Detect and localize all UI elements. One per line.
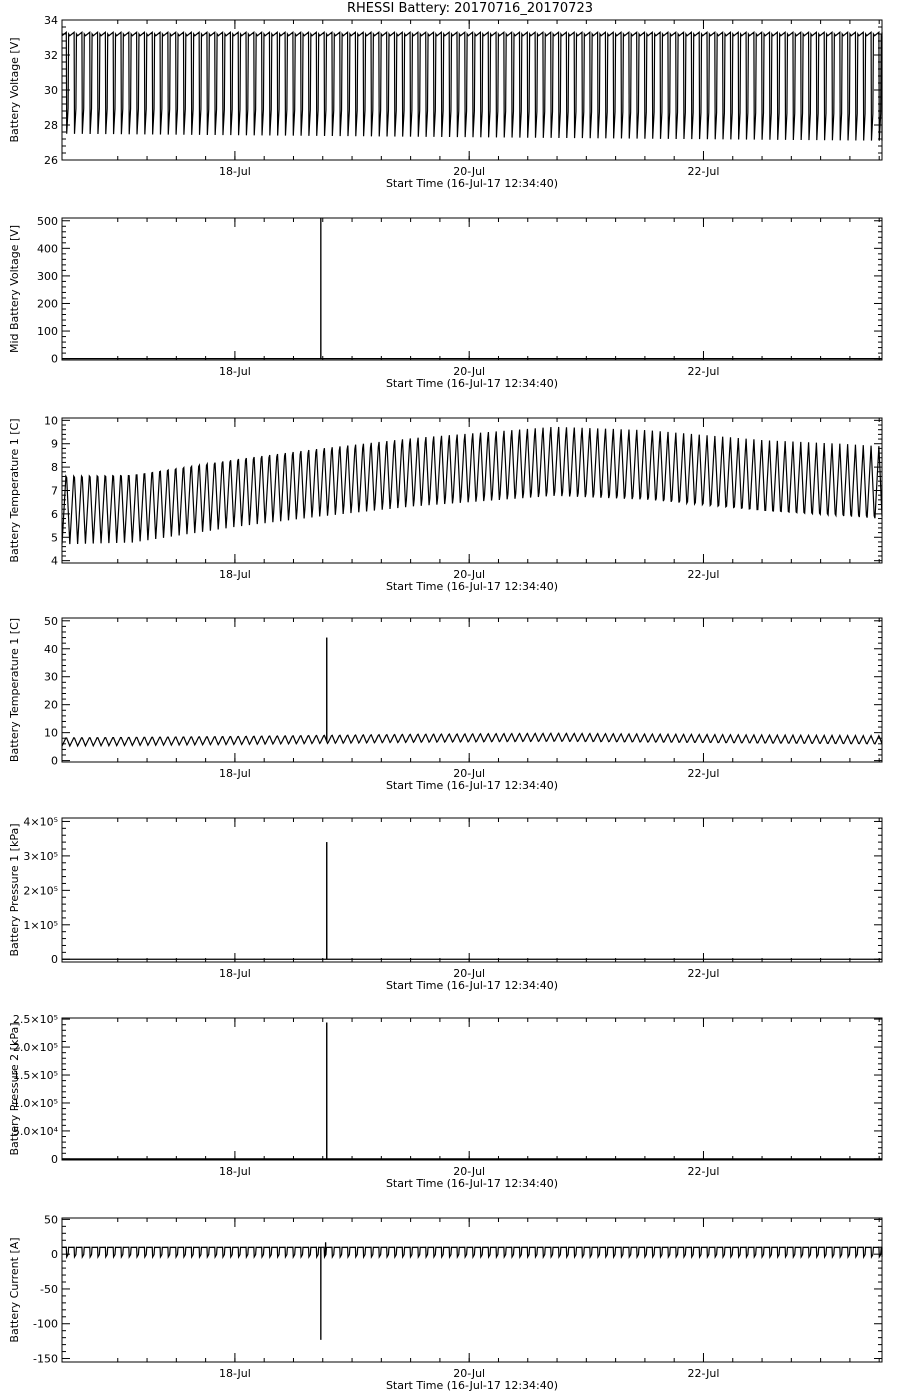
y-tick-label: 30 [44, 84, 58, 97]
x-tick-label: 18-Jul [218, 365, 251, 378]
series-line [62, 427, 882, 544]
y-tick-label: 0 [51, 352, 58, 366]
x-tick-label: 20-Jul [453, 1165, 486, 1178]
y-tick-label: 300 [37, 269, 58, 283]
chart-panel-2 [8, 215, 882, 390]
x-tick-label: 18-Jul [218, 1165, 251, 1178]
plot-frame [62, 218, 882, 360]
y-tick-label: 200 [37, 297, 58, 311]
y-tick-label: -150 [33, 1352, 58, 1366]
x-tick-label: 20-Jul [453, 1367, 486, 1380]
y-tick-label: -50 [40, 1282, 58, 1296]
y-tick-label: 400 [37, 242, 58, 256]
x-tick-label: 18-Jul [218, 1367, 251, 1380]
y-axis-title: Mid Battery Voltage [V] [8, 224, 21, 354]
chart-panel-3 [8, 414, 882, 593]
x-tick-label: 20-Jul [453, 967, 486, 980]
x-tick-label: 22-Jul [687, 1367, 720, 1380]
y-tick-label: 1.0×10⁵ [12, 1096, 58, 1110]
x-axis-title: Start Time (16-Jul-17 12:34:40) [385, 1379, 559, 1392]
x-tick-label: 18-Jul [218, 767, 251, 780]
chart-panel-6 [8, 1013, 882, 1190]
y-tick-label: 10 [44, 414, 58, 428]
plot-frame [62, 818, 882, 962]
x-tick-label: 22-Jul [687, 568, 720, 581]
y-tick-label: 0 [51, 953, 58, 967]
y-axis-title: Battery Voltage [V] [8, 37, 21, 143]
y-tick-label: 0 [51, 1248, 58, 1262]
y-tick-label: 34 [44, 14, 58, 27]
x-axis-title: Start Time (16-Jul-17 12:34:40) [385, 377, 559, 390]
chart-panel-1 [8, 14, 882, 190]
y-tick-label: 50 [44, 614, 58, 628]
y-tick-label: -100 [33, 1317, 58, 1331]
x-tick-label: 18-Jul [218, 568, 251, 581]
series-line [62, 218, 882, 359]
chart-panel-5 [8, 815, 882, 992]
x-axis-title: Start Time (16-Jul-17 12:34:40) [385, 580, 559, 593]
plot-frame [62, 1018, 882, 1160]
y-tick-label: 40 [44, 642, 58, 656]
plot-frame [62, 1218, 882, 1362]
chart-panel-4 [8, 615, 882, 792]
series-line [62, 842, 882, 959]
x-tick-label: 20-Jul [453, 568, 486, 581]
y-tick-label: 3×10⁵ [23, 849, 58, 863]
x-tick-label: 22-Jul [687, 365, 720, 378]
series-line [62, 1022, 882, 1158]
y-tick-label: 2.0×10⁵ [12, 1041, 58, 1055]
y-tick-label: 100 [37, 325, 58, 339]
y-tick-label: 8 [51, 461, 58, 475]
series-line [62, 32, 882, 141]
x-tick-label: 20-Jul [453, 165, 486, 178]
x-tick-label: 18-Jul [218, 165, 251, 178]
y-tick-label: 1.5×10⁵ [12, 1069, 58, 1083]
x-tick-label: 18-Jul [218, 967, 251, 980]
y-axis-title: Battery Current [A] [8, 1237, 21, 1343]
y-axis-title: Battery Pressure 2 [kPa] [8, 1022, 21, 1156]
y-tick-label: 50 [44, 1213, 58, 1227]
y-axis-title: Battery Temperature 1 [C] [8, 418, 21, 563]
y-tick-label: 30 [44, 670, 58, 684]
y-tick-label: 0 [51, 1152, 58, 1166]
series-line [62, 638, 882, 746]
y-tick-label: 2×10⁵ [23, 884, 58, 898]
y-tick-label: 32 [44, 49, 58, 62]
y-tick-label: 2.5×10⁵ [12, 1013, 58, 1027]
figure-title: RHESSI Battery: 20170716_20170723 [346, 1, 594, 16]
x-tick-label: 22-Jul [687, 767, 720, 780]
chart-panel-7 [8, 1213, 882, 1392]
x-tick-label: 22-Jul [687, 967, 720, 980]
y-tick-label: 7 [51, 484, 58, 498]
y-tick-label: 0 [51, 754, 58, 768]
y-axis-title: Battery Pressure 1 [kPa] [8, 823, 21, 957]
y-tick-label: 4×10⁵ [23, 815, 58, 829]
y-tick-label: 26 [44, 154, 58, 167]
y-tick-label: 5 [51, 531, 58, 545]
x-axis-title: Start Time (16-Jul-17 12:34:40) [385, 177, 559, 190]
y-tick-label: 10 [44, 726, 58, 740]
y-tick-label: 1×10⁵ [23, 918, 58, 932]
y-tick-label: 9 [51, 437, 58, 451]
x-tick-label: 20-Jul [453, 365, 486, 378]
y-tick-label: 4 [51, 554, 58, 568]
x-axis-title: Start Time (16-Jul-17 12:34:40) [385, 979, 559, 992]
x-axis-title: Start Time (16-Jul-17 12:34:40) [385, 1177, 559, 1190]
x-axis-title: Start Time (16-Jul-17 12:34:40) [385, 779, 559, 792]
y-tick-label: 6 [51, 507, 58, 521]
y-axis-title: Battery Temperature 1 [C] [8, 617, 21, 763]
y-tick-label: 5.0×10⁴ [12, 1124, 58, 1138]
x-tick-label: 20-Jul [453, 767, 486, 780]
x-tick-label: 22-Jul [687, 1165, 720, 1178]
y-tick-label: 20 [44, 698, 58, 712]
y-tick-label: 500 [37, 214, 58, 228]
y-tick-label: 28 [44, 119, 58, 132]
x-tick-label: 22-Jul [687, 165, 720, 178]
series-line [62, 1242, 882, 1339]
